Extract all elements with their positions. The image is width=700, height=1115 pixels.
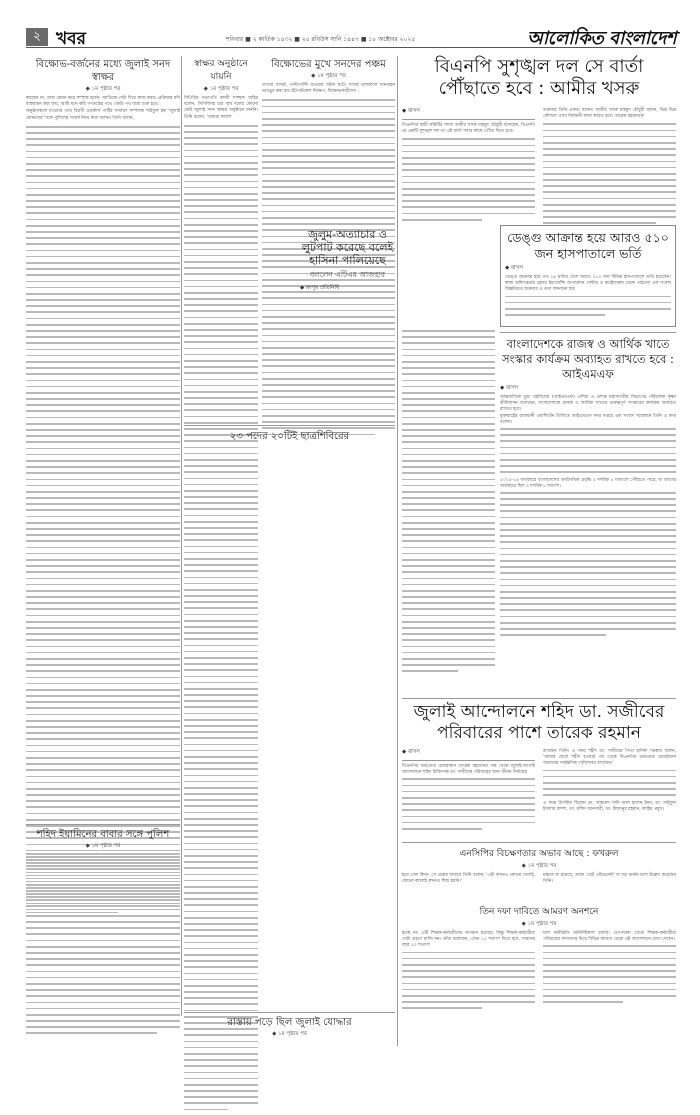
article-headline[interactable]: শহিদ ইয়ামিনের বাবার সঙ্গে পুলিশ [36, 829, 170, 840]
article-byline: ◆ বাসস [402, 749, 420, 755]
article-para: ২০২৫-২৬ অর্থবছরে বাংলাদেশের অর্থনৈতিক প্রবৃদ্ধি ৫ দশমিক ৪ শতাংশে পৌঁছাতে পারে, যা আগের অর্থবছরে ছিল ৩ দশমিক ৮ শতাংশ। [500, 477, 676, 489]
article-para: যুক্তরাষ্ট্রের রাজধানী ওয়াশিংটন ডিসিতে আইএমএফ সদর দপ্তরে এক সংবাদ সম্মেলনে তিনি এ কথা বলেন। [500, 413, 676, 425]
article-lead: বিএনপির স্থায়ী কমিটির সদস্য আমীর খসরু মাহমুদ চৌধুরী বলেছেন, বিএনপি যে একটি সুশৃঙ্খল দল তা এই বার্তা সবার কাছে পৌঁছে দিতে হবে। [402, 123, 535, 135]
divider [402, 698, 676, 699]
masthead [26, 26, 676, 48]
column-divider [397, 56, 398, 1046]
article-col2: চলা কর্মবিরতি অনির্দিষ্টকাল চলবে। তোপখানা থেকে শিক্ষক-কর্মচারীরা পরিবারের সদস্যদের নিয়ে বিভিন্ন জায়গা থেকে এই আন্দোলনে যোগ দেবেন। [543, 931, 676, 943]
article-lead: বিএনপির ভারপ্রাপ্ত চেয়ারম্যান তারেক রহমানের পক্ষ থেকে জুলাই-আগস্ট আন্দোলনে শহিদ চিকিৎসক ডা. সজীবের পরিবারের জন্য জীবন নির্বাহের [402, 764, 535, 776]
page-number: ২ [26, 28, 48, 46]
continued-marker: ◆ ১ম পৃষ্ঠার পর [85, 86, 121, 92]
article-imf [500, 332, 676, 640]
continued-marker: ◆ ১ম পৃষ্ঠার পর [311, 73, 346, 79]
newspaper-logo: আলোকিত বাংলাদেশ [527, 28, 676, 49]
article-lead-right [402, 56, 676, 229]
article-jolum [300, 228, 395, 293]
article-body-lines [26, 126, 180, 914]
article-lead: হচ্ছে না। এটি শিক্ষক-কর্মচারীদের অপমান হয়েছে। কিন্তু শিক্ষক-কর্মচারীরা সেটা গ্রহণে রাজি নন। তাঁরা বলেছেন, এখন ১০ শতাংশ দিতে হবে, সামনের বছর ১০ শতাংশ [402, 931, 535, 949]
article-lead: হয়ে গেল কিনা- সে প্রশ্নের জবাবে তিনি বলেন, 'এটা কখনও কোনো দেশেই, কোনো কালেই কখনও শিশু হয়নি।' [402, 873, 535, 885]
article-headline[interactable]: স্বাক্ষর অনুষ্ঠানে যায়নি [194, 59, 248, 82]
continued-marker: ◆ ১ম পৃষ্ঠার পর [203, 86, 239, 92]
article-tarek [402, 702, 676, 834]
article-col2: শুক্রবার তিনি একথা বলেন। আমীর খসরু মাহমুদ চৌধুরী বলেন, ভিন্ন ভিন্ন কৌশলে এসব নির্বাচনী কাজ করতে হবে। তারেক রহমানকে [543, 108, 676, 120]
article-headline[interactable]: জুলুম-অত্যাচার ও লুটপাট করেছে বলেই হাসিনা পালিয়েছে [301, 228, 394, 267]
article-mid-1 [184, 58, 258, 1115]
article-lead: সিপিবির সভাপতি কাজী সাজ্জাদ জহির বলেন, সিপিবিসহ চার বাম দলের কোনো কেউ জুলাই সনদ স্বাক্ষর অনুষ্ঠানে যাননি। তিনি বলেন, 'আমরা কালো [184, 96, 258, 120]
article-para: অনুষ্ঠানস্থলে যাওয়ার পথে বিপ্লবী ওয়ার্কার্স পার্টির সাধারণ সম্পাদক সাইফুল হক 'জুলাই যোদ্ধাদের' সঙ্গে পুলিশের সংঘর্ষ নিয়ে কথা বলেন। তিনি বলেন, [26, 109, 180, 121]
article-byline: ◆ বাসস [500, 385, 518, 391]
dateline: শনিবার ■ ২ কার্তিক ১৪৩২ ■ ২৫ রবিউস সানি ১৪৪৭ ■ ১৮ অক্টোবর ২০২৫ [226, 36, 416, 43]
article-col2: মন্তব্যে যা হয়েছে, তাকে 'গ্রেট এচিভমেন্ট' বা বড় অর্জন বলে উল্লেখ করেছেন তিনি। [543, 873, 676, 885]
article-body-lines [184, 125, 258, 1111]
article-lead: ডেঙ্গু আক্রান্ত হয়ে গত ২৪ ঘণ্টায় দেশে আরও ৫১০ জন বিভিন্ন হাসপাতালে ভর্তি হয়েছেন। স্বাস্থ্য অধিদপ্তরের হেলথ ইমার্জেন্সি অপারেশন সেন্টার ও কন্ট্রোলরুম থেকে পাঠানো এক সংবাদ বিজ্ঞপ্তিতে শুক্রবার এ তথ্য জানানো হয়। [505, 275, 671, 293]
continued-marker: ◆ ১ম পৃষ্ঠার পর [272, 1031, 307, 1037]
article-headline[interactable]: জুলাই আন্দোলনে শহিদ ডা. সজীবের পরিবারের পাশে তারেক রহমান [413, 702, 665, 743]
article-headline[interactable]: এনসিপির বিচক্ষণতার অভাব আছে : ফখরুল [459, 849, 619, 859]
continued-marker: ◆ ১ম পৃষ্ঠার পর [85, 843, 121, 849]
divider [184, 1012, 395, 1013]
article-col2: রাখছেন তিনি। এ সময় শহীদ ডা. সজীবের পিতা হানিফ সরকার বলেন, 'আমার ছেলে শহীদ হওয়ার পর থেকে বিএনপির ভারপ্রাপ্ত চেয়ারম্যান আমাদের সার্বক্ষণিক খোঁজখবর রাখছেন।' [543, 749, 676, 767]
article-body-lines [26, 853, 180, 1034]
article-headline[interactable]: ২৩ পদের ২০টিই ছাত্রশিবিরের [229, 431, 350, 442]
article-headline[interactable]: ডেঙ্গু আক্রান্ত হয়ে আরও ৫১০ জন হাসপাতালে ভর্তি [507, 230, 669, 261]
article-headline[interactable]: তিন দফা দাবিতে আমরণ অনশনে [479, 907, 599, 917]
article-lead: তাদের সংঘর্ষ, পাল্টাপাল্টি ধাওয়ার ঘটনা ঘটে। সংঘর্ষ চলাকালে যানবাহন ভাঙচুর করা হয়। ইটপাটকেল নিক্ষেপ, বিক্ষোভকারীদের [262, 83, 395, 95]
article-shibir [184, 430, 395, 443]
article-jolum-body [402, 330, 495, 677]
article-byline: ◆ রংপুর প্রতিনিধি [300, 285, 340, 291]
article-rastay [184, 1016, 395, 1041]
column-divider [181, 56, 182, 1016]
article-byline: ◆ বাসস [505, 265, 523, 271]
divider [26, 824, 180, 825]
article-closing: এ সময় উপস্থিত ছিলেন ডা. আহমেদ সাদি আল হাসান ইমন, ডা. সাইফুল ইসলাম বাদশা, ডা. মফিদ আনসারী, ডা. মিজানুর রহমান, ফাহিম প্রমুখ। [543, 800, 676, 812]
article-hunger [402, 904, 676, 1013]
article-ncp [402, 846, 676, 885]
article-byline: ◆ বাসস [402, 108, 420, 114]
article-headline[interactable]: বিএনপি সুশৃঙ্খল দল সে বার্তা পৌঁছাতে হবে : আমীর খসরু [434, 56, 644, 99]
article-lead: আন্তর্জাতিক মুদ্রা তহবিলের (আইএমএফ) এশিয়া ও প্রশান্ত মহাসাগরীয় বিভাগের পরিচালক কৃষ্ণা শ্রীনিবাসন বলেছেন, বাংলাদেশকে রাজস্ব ও আর্থিক খাতের গুরুত্বপূর্ণ সংস্কারের কার্যক্রম অব্যাহত রাখতে হবে। [500, 395, 676, 413]
article-dengue [500, 225, 676, 327]
divider [402, 842, 676, 843]
article-headline[interactable]: বিক্ষোভ-বর্জনের মধ্যে জুলাই সনদ স্বাক্ষর [35, 59, 171, 83]
continued-marker: ◆ ১ম পৃষ্ঠার পর [521, 921, 557, 927]
article-subhead: বললেন এটিএম আজহার [309, 270, 386, 279]
divider [184, 425, 395, 426]
article-headline[interactable]: বিক্ষোভের মুখে সনদের পঞ্চম [271, 59, 386, 70]
section-title: খবর [56, 29, 86, 49]
article-headline[interactable]: রাস্তায় পড়ে ছিল জুলাই যোদ্ধার [227, 1017, 352, 1028]
article-lead: করছেন না, তারা কেমন করে সম্পৃক্ত হবেন- জাতিকে সেটা দিয়ে কাজ করব। প্রক্রিয়ার যদি বাস্তবায়ন করা যায়, আমি মনে করি গণতন্ত্রের পথে একটা পথ যাত্রা শুরু হবে। [26, 96, 180, 108]
article-yamin [26, 828, 180, 1039]
continued-marker: ◆ ১ম পৃষ্ঠার পর [521, 863, 557, 869]
article-left-1 [26, 58, 180, 918]
article-headline[interactable]: বাংলাদেশকে রাজস্ব ও আর্থিক খাতে সংস্কার কার্যক্রম অব্যাহত রাখতে হবে : আইএমএফ [502, 337, 674, 381]
